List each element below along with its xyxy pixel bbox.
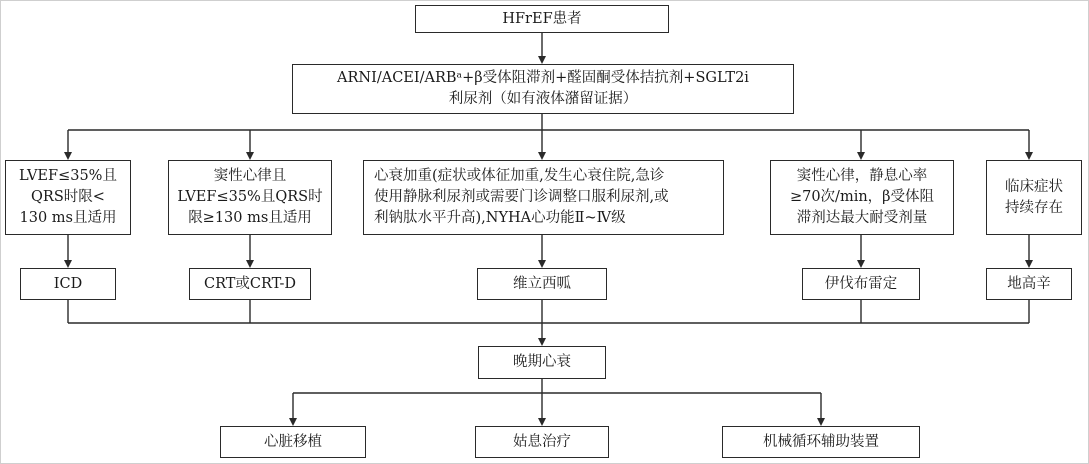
final-option-box-transplant bbox=[220, 426, 366, 458]
condition-text: 临床症状 持续存在 bbox=[1005, 178, 1063, 216]
late-stage-text: 晚期心衰 bbox=[513, 354, 571, 370]
condition-text: 窦性心律，静息心率 ≥70次/min，β受体阻 滞剂达最大耐受剂量 bbox=[789, 168, 935, 226]
first-line-therapy-box bbox=[292, 64, 794, 114]
treatment-text: 维立西呱 bbox=[513, 275, 571, 292]
condition-box-vericiguat bbox=[363, 160, 724, 235]
late-stage-box bbox=[478, 346, 606, 379]
condition-text: LVEF≤35%且 QRS时限< 130 ms且适用 bbox=[19, 168, 117, 226]
condition-box-crt bbox=[168, 160, 332, 235]
final-option-box-palliative bbox=[475, 426, 609, 458]
final-option-text: 心脏移植 bbox=[264, 433, 322, 450]
condition-box-ivabradine bbox=[770, 160, 954, 235]
condition-text: 窦性心律且 LVEF≤35%且QRS时 限≥130 ms且适用 bbox=[177, 168, 323, 226]
treatment-text: ICD bbox=[53, 275, 83, 292]
final-option-text: 姑息治疗 bbox=[513, 433, 571, 450]
treatment-text: 地高辛 bbox=[1007, 275, 1051, 292]
treatment-box-vericiguat bbox=[477, 268, 607, 300]
title-box bbox=[415, 5, 669, 33]
first-line-therapy-line2: 利尿剂（如有液体潴留证据） bbox=[448, 91, 638, 107]
condition-text: 心衰加重(症状或体征加重,发生心衰住院,急诊 使用静脉利尿剂或需要门诊调整口服利尿剂,或 利钠肽水平升高),NYHA心功能Ⅱ~Ⅳ级 bbox=[374, 168, 669, 226]
final-option-text: 机械循环辅助装置 bbox=[763, 433, 879, 450]
treatment-box-digoxin bbox=[986, 268, 1072, 300]
treatment-box-ivabradine bbox=[802, 268, 920, 300]
treatment-text: 伊伐布雷定 bbox=[824, 275, 898, 292]
condition-box-digoxin bbox=[986, 160, 1082, 235]
treatment-box-crt bbox=[189, 268, 311, 300]
title-text: HFrEF患者 bbox=[502, 10, 582, 27]
first-line-therapy-line1: ARNI/ACEI/ARBᵃ+β受体阻滞剂+醛固酮受体拮抗剂+SGLT2i bbox=[337, 70, 749, 86]
treatment-box-icd bbox=[20, 268, 116, 300]
treatment-text: CRT或CRT-D bbox=[203, 275, 296, 292]
final-option-box-mcs bbox=[722, 426, 920, 458]
condition-box-icd bbox=[5, 160, 131, 235]
